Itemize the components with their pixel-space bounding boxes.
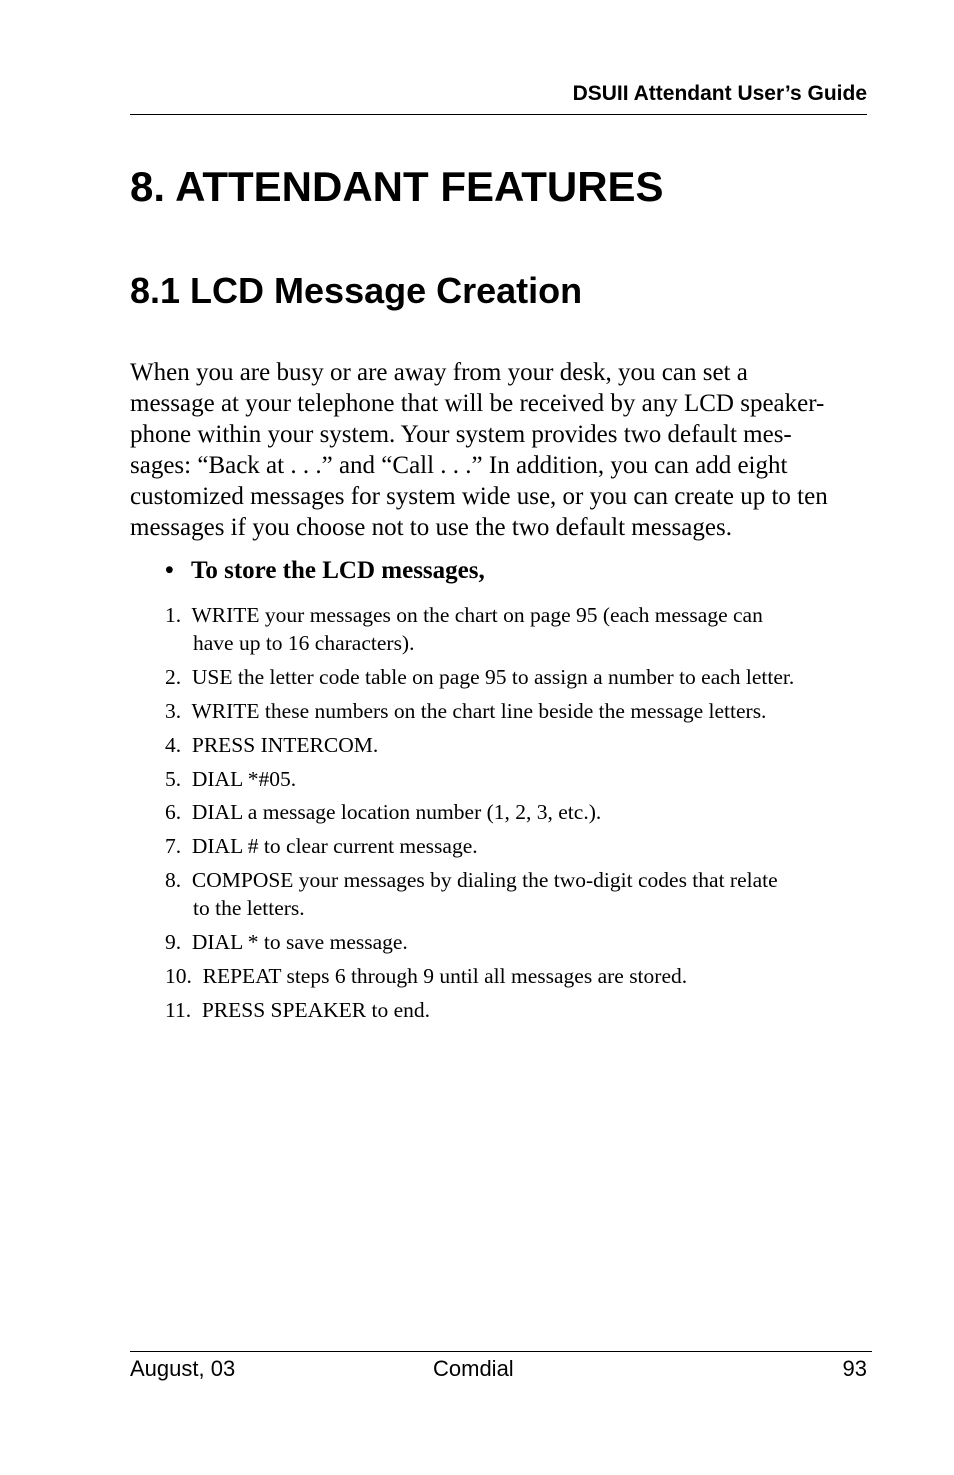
step-number: 7. bbox=[165, 834, 182, 858]
step-text: PRESS SPEAKER to end. bbox=[201, 998, 431, 1022]
header-rule bbox=[130, 114, 867, 115]
step-item bbox=[165, 962, 687, 990]
step-text-continued: to the letters. bbox=[193, 896, 305, 920]
intro-line: customized messages for system wide use, or you can create up to ten bbox=[130, 483, 828, 510]
step-item bbox=[165, 601, 763, 657]
step-number: 6. bbox=[165, 800, 182, 824]
step-item bbox=[165, 996, 430, 1024]
footer-date: August, 03 bbox=[130, 1356, 236, 1381]
intro-line: messages if you choose not to use the two default messages. bbox=[130, 514, 732, 541]
step-number: 9. bbox=[165, 930, 182, 954]
intro-line: phone within your system. Your system provides two default mes- bbox=[130, 421, 792, 448]
bullet-icon: • bbox=[165, 557, 174, 584]
step-number: 3. bbox=[165, 699, 182, 723]
step-item bbox=[165, 832, 478, 860]
intro-paragraph bbox=[130, 357, 828, 543]
step-number: 10. bbox=[165, 964, 192, 988]
step-item bbox=[165, 765, 296, 793]
intro-line: sages: “Back at . . .” and “Call . . .” In addition, you can add eight bbox=[130, 452, 788, 479]
step-item bbox=[165, 798, 601, 826]
step-text: DIAL a message location number (1, 2, 3, etc.). bbox=[191, 800, 602, 824]
step-text: DIAL # to clear current message. bbox=[191, 834, 478, 858]
step-text: DIAL * to save message. bbox=[191, 930, 408, 954]
step-number: 4. bbox=[165, 733, 182, 757]
step-text: WRITE your messages on the chart on page 95 (each message can bbox=[191, 603, 763, 627]
step-number: 5. bbox=[165, 767, 182, 791]
running-header: DSUII Attendant User’s Guide bbox=[572, 82, 867, 105]
step-item bbox=[165, 928, 408, 956]
step-text: USE the letter code table on page 95 to assign a number to each letter. bbox=[191, 665, 795, 689]
page-number: 93 bbox=[842, 1356, 867, 1381]
procedure-heading bbox=[165, 555, 485, 587]
step-text: COMPOSE your messages by dialing the two-digit codes that relate bbox=[191, 868, 778, 892]
step-number: 11. bbox=[165, 998, 192, 1022]
footer-rule bbox=[130, 1351, 872, 1352]
step-item bbox=[165, 731, 378, 759]
step-text: PRESS INTERCOM. bbox=[191, 733, 379, 757]
step-item bbox=[165, 866, 778, 922]
intro-line: message at your telephone that will be received by any LCD speaker- bbox=[130, 390, 825, 417]
step-text: REPEAT steps 6 through 9 until all messages are stored. bbox=[202, 964, 688, 988]
footer-company: Comdial bbox=[433, 1356, 514, 1381]
step-text: DIAL *#05. bbox=[191, 767, 297, 791]
step-number: 8. bbox=[165, 868, 182, 892]
section-title: 8.1 LCD Message Creation bbox=[130, 270, 583, 311]
chapter-title: 8. ATTENDANT FEATURES bbox=[130, 163, 664, 210]
step-item bbox=[165, 663, 794, 691]
step-number: 1. bbox=[165, 603, 182, 627]
step-text: WRITE these numbers on the chart line beside the message letters. bbox=[191, 699, 767, 723]
intro-line: When you are busy or are away from your desk, you can set a bbox=[130, 359, 748, 386]
procedure-heading-text: To store the LCD messages, bbox=[191, 557, 485, 584]
step-number: 2. bbox=[165, 665, 182, 689]
step-item bbox=[165, 697, 766, 725]
step-text-continued: have up to 16 characters). bbox=[193, 631, 415, 655]
